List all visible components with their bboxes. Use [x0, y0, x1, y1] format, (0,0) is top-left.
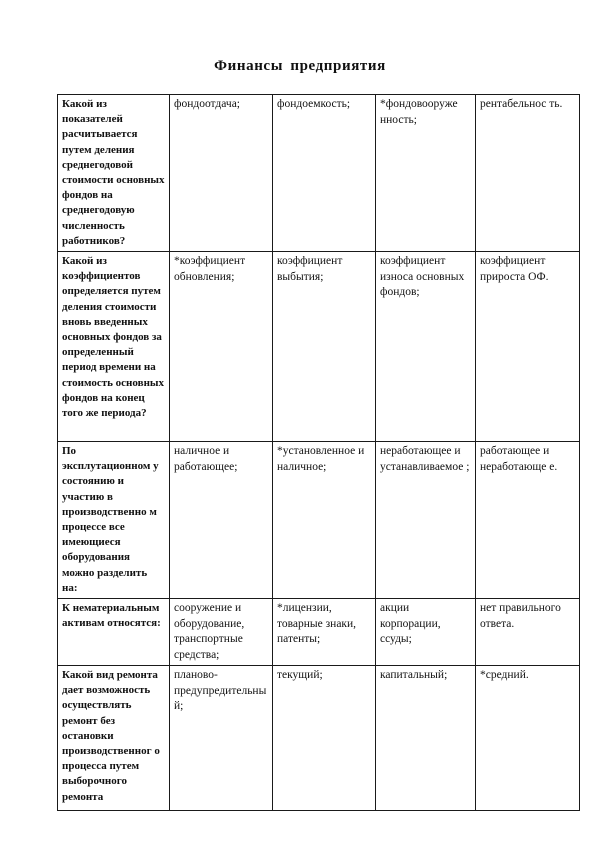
- question-cell: Какой из коэффициентов определяется путем деления стоимости вновь введенных основных фондов за определенный период времени на стоимость основных фондов на конец того же периода?: [58, 252, 170, 442]
- answer-cell: коэффициент выбытия;: [273, 252, 376, 442]
- question-cell: Какой вид ремонта дает возможность осуществлять ремонт без остановки производственног о процесса путем выборочного ремонта: [58, 666, 170, 811]
- document-title: Финансы предприятия: [214, 58, 386, 74]
- answer-cell: коэффициент прироста ОФ.: [476, 252, 580, 442]
- answer-cell: планово-предупредительный;: [170, 666, 273, 811]
- answer-cell: *лицензии, товарные знаки, патенты;: [273, 599, 376, 666]
- question-cell: По эксплутационном у состоянию и участию в производственно м процессе все имеющиеся оборудования можно разделить на:: [58, 442, 170, 599]
- answer-cell: фондоемкость;: [273, 95, 376, 252]
- answer-cell: работающее и неработающе е.: [476, 442, 580, 599]
- answer-cell: рентабельнос ть.: [476, 95, 580, 252]
- answer-cell: акции корпорации, ссуды;: [376, 599, 476, 666]
- table-row: [58, 442, 580, 599]
- answer-cell: *средний.: [476, 666, 580, 811]
- answer-cell: *фондовооруже нность;: [376, 95, 476, 252]
- answer-cell: *коэффициент обновления;: [170, 252, 273, 442]
- answer-cell: наличное и работающее;: [170, 442, 273, 599]
- answer-cell: сооружение и оборудование, транспортные средства;: [170, 599, 273, 666]
- question-cell: Какой из показателей расчитывается путем деления среднегодовой стоимости основных фондов на среднегодовую численность работников?: [58, 95, 170, 252]
- table-row: [58, 252, 580, 442]
- table-row: [58, 599, 580, 666]
- table-row: [58, 95, 580, 252]
- answer-cell: *установленное и наличное;: [273, 442, 376, 599]
- table-row: [58, 666, 580, 811]
- quiz-table: [57, 94, 580, 811]
- answer-cell: коэффициент износа основных фондов;: [376, 252, 476, 442]
- answer-cell: неработающее и устанавливаемое ;: [376, 442, 476, 599]
- answer-cell: текущий;: [273, 666, 376, 811]
- answer-cell: фондоотдача;: [170, 95, 273, 252]
- answer-cell: капитальный;: [376, 666, 476, 811]
- question-cell: К нематериальным активам относятся:: [58, 599, 170, 666]
- answer-cell: нет правильного ответа.: [476, 599, 580, 666]
